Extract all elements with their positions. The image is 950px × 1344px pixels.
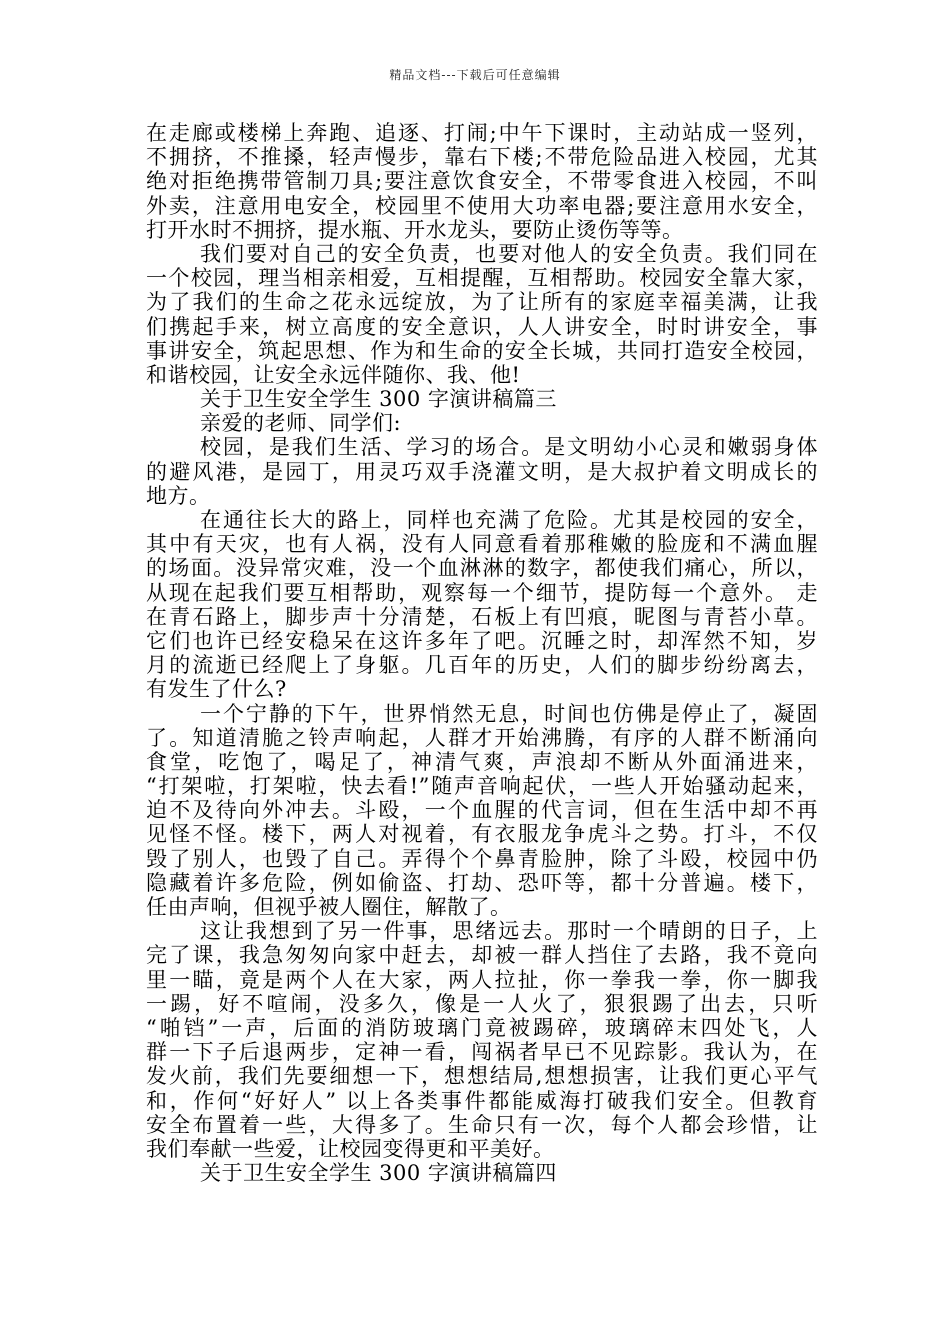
text-line: 隐藏着许多危险，例如偷盗、打劫、恐吓等，都十分普遍。楼下， (146, 870, 818, 895)
text-line: 的场面。没异常灾难，没一个血淋淋的数字，都使我们痛心，所以， (146, 556, 818, 581)
text-line: 其中有天灾，也有人祸，没有人同意看着那稚嫩的脸庞和不满血腥 (146, 532, 818, 557)
paragraph-first-line: 这让我想到了另一件事，思绪远去。那时一个晴朗的日子，上 (200, 919, 818, 944)
text-line: 里一瞄，竟是两个人在大家，两人拉扯，你一拳我一拳，你一脚我 (146, 967, 818, 992)
paragraph-first-line: 关于卫生安全学生 300 字演讲稿篇四 (200, 1161, 557, 1186)
text-line: 在青石路上，脚步声十分清楚，石板上有凹痕，昵图与青苔小草。 (146, 604, 818, 629)
text-line: 迫不及待向外冲去。斗殴，一个血腥的代言词，但在生活中却不再 (146, 798, 818, 823)
text-line: “打架啦，打架啦，快去看!”随声音响起伏，一些人开始骚动起来， (146, 774, 818, 799)
text-line: 完了课，我急匆匆向家中赶去，却被一群人挡住了去路，我不竟向 (146, 943, 818, 968)
text-line: 和，作何“好好人” 以上各类事件都能威海打破我们安全。但教育 (146, 1088, 818, 1113)
text-line: 安全布置着一些，大得多了。生命只有一次，每个人都会珍惜，让 (146, 1112, 818, 1137)
text-line: 们携起手来，树立高度的安全意识，人人讲安全，时时讲安全，事 (146, 314, 818, 339)
text-line: 打开水时不拥挤，提水瓶、开水龙头，要防止烫伤等等。 (146, 217, 684, 242)
text-line: 月的流逝已经爬上了身躯。几百年的历史，人们的脚步纷纷离去， (146, 653, 818, 678)
text-line: 的避风港，是园丁，用灵巧双手浇灌文明，是大叔护着文明成长的 (146, 459, 818, 484)
paragraph-first-line: 一个宁静的下午，世界悄然无息，时间也仿佛是停止了，凝固 (200, 701, 818, 726)
page-header: 精品文档---下载后可任意编辑 (389, 68, 561, 82)
text-line: 事讲安全，筑起思想、作为和生命的安全长城，共同打造安全校园， (146, 338, 818, 363)
paragraph-first-line: 亲爱的老师、同学们: (200, 411, 402, 436)
text-line: 它们也许已经安稳呆在这许多年了吧。沉睡之时，却浑然不知，岁 (146, 628, 818, 653)
paragraph-first-line: 关于卫生安全学生 300 字演讲稿篇三 (200, 387, 557, 412)
text-line: “啪铛”一声，后面的消防玻璃门竟被踢碎，玻璃碎末四处飞，人 (146, 1015, 818, 1040)
text-line: 在走廊或楼梯上奔跑、追逐、打闹;中午下课时，主动站成一竖列， (146, 121, 818, 145)
paragraph-first-line: 校园，是我们生活、学习的场合。是文明幼小心灵和嫩弱身体 (200, 435, 818, 460)
text-line: 不拥挤，不推搡，轻声慢步，靠右下楼;不带危险品进入校园，尤其 (146, 145, 818, 170)
text-line: 一个校园，理当相亲相爱，互相提醒，互相帮助。校园安全靠大家， (146, 266, 818, 291)
text-line: 从现在起我们要互相帮助，观察每一个细节，提防每一个意外。 走 (146, 580, 818, 605)
text-line: 和谐校园，让安全永远伴随你、我、他! (146, 362, 521, 387)
text-line: 见怪不怪。楼下，两人对视着，有衣服龙争虎斗之势。打斗，不仅 (146, 822, 818, 847)
paragraph-first-line: 我们要对自己的安全负责，也要对他人的安全负责。我们同在 (200, 241, 818, 266)
text-line: 一踢，好不喧闹，没多久，像是一人火了，狠狠踢了出去，只听 (146, 991, 818, 1016)
text-line: 发火前，我们先要细想一下，想想结局,想想损害，让我们更心平气 (146, 1064, 818, 1089)
text-line: 了。知道清脆之铃声响起，人群才开始沸腾，有序的人群不断涌向 (146, 725, 818, 750)
text-line: 任由声响，但视乎被人圈住，解散了。 (146, 895, 512, 919)
text-line: 毁了别人，也毁了自己。弄得个个鼻青脸肿，除了斗殴，校园中仍 (146, 846, 818, 871)
text-line: 地方。 (146, 483, 211, 508)
text-line: 食堂，吃饱了，喝足了，神清气爽，声浪却不断从外面涌进来， (146, 749, 818, 774)
text-line: 绝对拒绝携带管制刀具;要注意饮食安全，不带零食进入校园，不叫 (146, 169, 818, 194)
document-body (146, 121, 818, 1185)
paragraph-first-line: 在通往长大的路上，同样也充满了危险。尤其是校园的安全， (200, 508, 818, 532)
text-line: 外卖，注意用电安全，校园里不使用大功率电器;要注意用水安全， (146, 193, 818, 218)
text-line: 为了我们的生命之花永远绽放，为了让所有的家庭幸福美满，让我 (146, 290, 818, 315)
text-line: 群一下子后退两步，定神一看，闯祸者早已不见踪影。我认为，在 (146, 1040, 818, 1065)
text-line: 我们奉献一些爱，让校园变得更和平美好。 (146, 1136, 555, 1161)
text-line: 有发生了什么? (146, 677, 287, 702)
